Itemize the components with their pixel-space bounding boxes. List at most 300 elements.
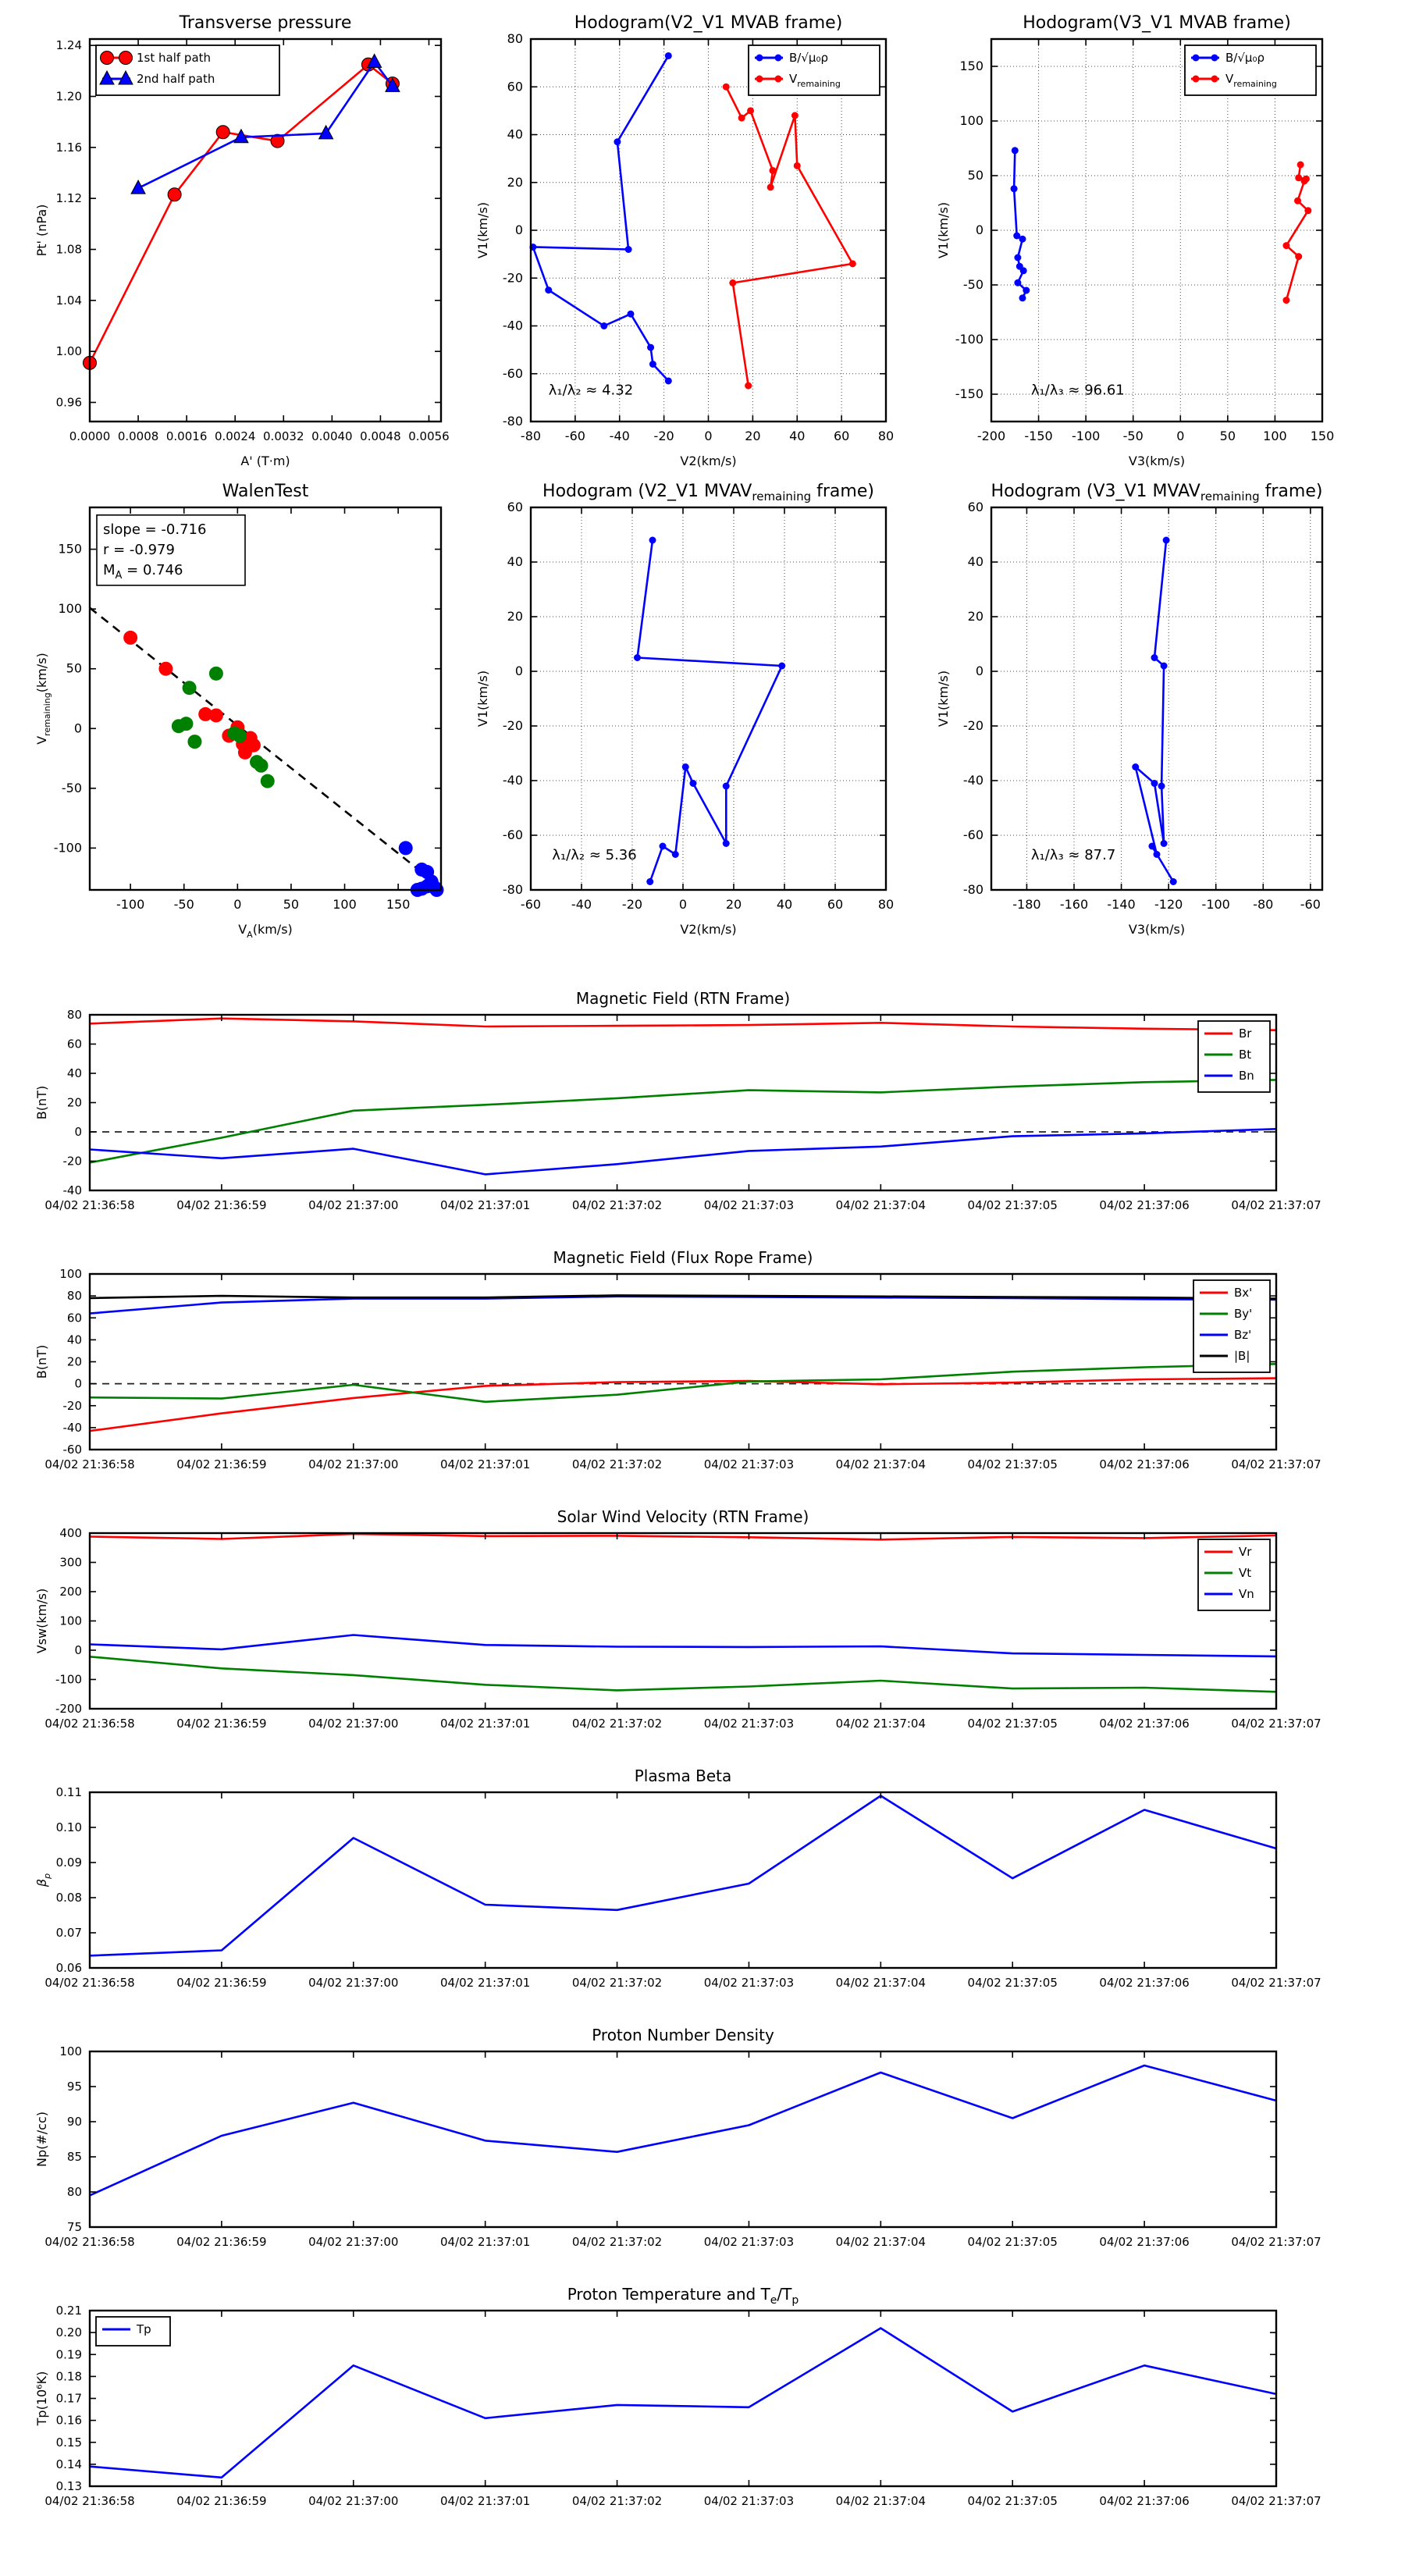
y-tick-label: 1.20 bbox=[55, 89, 82, 104]
x-tick-label: 04/02 21:37:05 bbox=[967, 1976, 1058, 1990]
series-scatter-blue bbox=[399, 841, 444, 897]
axis-ticks bbox=[531, 507, 886, 890]
chart-hodogram-v3v1-mvab bbox=[921, 4, 1338, 476]
x-tick-label: 0.0000 bbox=[69, 429, 111, 443]
x-tick-label: 60 bbox=[833, 429, 850, 443]
y-axis-label: V1(km/s) bbox=[936, 670, 951, 728]
legend-label: Bn bbox=[1239, 1069, 1254, 1083]
x-tick-label: 40 bbox=[776, 897, 793, 912]
x-tick-label: 04/02 21:37:04 bbox=[835, 1457, 927, 1471]
y-tick-label: 80 bbox=[66, 2185, 82, 2199]
x-tick-label: -200 bbox=[976, 429, 1006, 443]
chart-hodogram-v3v1-mvav bbox=[921, 472, 1338, 945]
legend-label: By' bbox=[1234, 1307, 1253, 1321]
y-tick-label: 50 bbox=[967, 168, 984, 183]
series-Bn bbox=[90, 1129, 1276, 1174]
y-tick-label: -100 bbox=[955, 332, 984, 347]
chart-title: Magnetic Field (Flux Rope Frame) bbox=[553, 1248, 813, 1267]
annotation: λ₁/λ₃ ≈ 87.7 bbox=[1030, 846, 1116, 863]
x-axis-label: $V_A(km/s)$ bbox=[238, 922, 293, 940]
axes-frame bbox=[90, 1533, 1276, 1709]
y-tick-label: 95 bbox=[66, 2080, 82, 2094]
x-tick-label: 04/02 21:36:58 bbox=[44, 1717, 135, 1731]
legend-label: $V_{remaining}$ bbox=[1225, 72, 1277, 89]
y-tick-label: -100 bbox=[53, 840, 82, 856]
legend bbox=[1198, 1021, 1270, 1092]
x-tick-label: 04/02 21:37:02 bbox=[571, 2494, 663, 2508]
y-tick-label: 1.00 bbox=[55, 344, 82, 359]
y-tick-label: 0.09 bbox=[55, 1856, 82, 1870]
y-tick-label: 0 bbox=[73, 720, 82, 736]
x-tick-label: 04/02 21:37:07 bbox=[1231, 1976, 1321, 1990]
y-tick-label: -200 bbox=[55, 1702, 82, 1716]
legend-label: $V_{remaining}$ bbox=[789, 72, 841, 89]
y-tick-label: 85 bbox=[66, 2150, 82, 2164]
x-tick-label: 04/02 21:37:00 bbox=[308, 2235, 399, 2249]
x-tick-label: 0.0048 bbox=[360, 429, 401, 443]
x-tick-label: 04/02 21:37:06 bbox=[1099, 1976, 1190, 1990]
axis-ticks bbox=[90, 2311, 1276, 2486]
x-tick-label: 0 bbox=[1176, 429, 1185, 443]
y-tick-label: 40 bbox=[967, 554, 984, 569]
y-tick-label: -60 bbox=[502, 365, 523, 381]
x-tick-label: -40 bbox=[609, 429, 630, 443]
legend-label: 1st half path bbox=[137, 51, 212, 65]
axis-ticks bbox=[90, 39, 441, 422]
x-tick-label: 04/02 21:37:05 bbox=[967, 2494, 1058, 2508]
axes-frame bbox=[90, 1792, 1276, 1968]
y-tick-label: 0 bbox=[514, 664, 523, 678]
y-tick-label: 400 bbox=[59, 1526, 82, 1540]
y-tick-label: -60 bbox=[962, 827, 984, 842]
y-axis-label: B(nT) bbox=[34, 1344, 49, 1379]
y-axis-label: Tp(10⁶K) bbox=[34, 2371, 49, 2426]
y-tick-label: 100 bbox=[59, 1267, 82, 1281]
x-tick-label: 80 bbox=[877, 429, 895, 443]
axes-frame bbox=[90, 2311, 1276, 2486]
y-tick-label: 0.15 bbox=[55, 2435, 82, 2450]
chart-title: Transverse pressure bbox=[179, 13, 352, 33]
y-tick-label: 0.06 bbox=[55, 1961, 82, 1975]
y-axis-label: $V_{remaining}(km/s)$ bbox=[34, 653, 52, 745]
x-tick-label: 04/02 21:37:01 bbox=[439, 1198, 531, 1212]
grid bbox=[991, 507, 1322, 890]
axes-frame bbox=[991, 507, 1322, 890]
y-tick-label: 0.17 bbox=[55, 2391, 82, 2406]
x-tick-label: 04/02 21:37:04 bbox=[835, 2235, 927, 2249]
y-tick-label: 0 bbox=[74, 1376, 82, 1391]
y-tick-label: 150 bbox=[959, 59, 984, 73]
y-tick-label: 300 bbox=[59, 1555, 82, 1570]
y-tick-label: -100 bbox=[55, 1672, 82, 1687]
x-tick-label: 0 bbox=[678, 897, 688, 912]
x-tick-label: 04/02 21:37:01 bbox=[439, 2235, 531, 2249]
y-tick-label: 20 bbox=[507, 609, 523, 624]
x-tick-label: -100 bbox=[116, 897, 145, 912]
y-axis-label: $\beta_p$ bbox=[34, 1873, 52, 1888]
x-tick-label: 0.0024 bbox=[214, 429, 256, 443]
legend-label: Bt bbox=[1239, 1048, 1252, 1062]
x-tick-label: 04/02 21:37:00 bbox=[308, 2494, 399, 2508]
y-tick-label: 80 bbox=[507, 31, 523, 46]
y-axis-label: Pt' (nPa) bbox=[34, 204, 49, 257]
chart-hodogram-v2v1-mvav bbox=[461, 472, 902, 945]
x-tick-label: 04/02 21:37:03 bbox=[703, 1457, 795, 1471]
x-tick-label: 04/02 21:36:59 bbox=[176, 1717, 267, 1731]
x-tick-label: 04/02 21:37:02 bbox=[571, 1976, 663, 1990]
y-tick-label: -20 bbox=[62, 1398, 82, 1413]
chart-title: Hodogram(V2_V1 MVAB frame) bbox=[574, 13, 843, 33]
x-axis-label: A' (T·m) bbox=[240, 454, 290, 468]
chart-transverse-pressure bbox=[20, 4, 457, 476]
chart-walen-test bbox=[20, 472, 457, 945]
series-Vt bbox=[90, 1656, 1276, 1692]
x-tick-label: 0.0056 bbox=[408, 429, 450, 443]
chart-proton-number-density bbox=[20, 2016, 1321, 2282]
y-tick-label: 0 bbox=[74, 1125, 82, 1139]
x-tick-label: 04/02 21:37:00 bbox=[308, 1198, 399, 1212]
y-tick-label: 0.10 bbox=[55, 1820, 82, 1834]
x-tick-label: 04/02 21:37:02 bbox=[571, 1457, 663, 1471]
y-tick-label: 0.96 bbox=[55, 395, 82, 410]
x-tick-label: -120 bbox=[1154, 897, 1183, 912]
y-tick-label: 0 bbox=[514, 222, 523, 237]
y-tick-label: 0.16 bbox=[55, 2413, 82, 2428]
x-tick-label: -60 bbox=[1300, 897, 1321, 912]
annotation: λ₁/λ₂ ≈ 4.32 bbox=[548, 382, 634, 399]
x-tick-label: 04/02 21:36:58 bbox=[44, 2235, 135, 2249]
chart-solar-wind-velocity bbox=[20, 1498, 1321, 1763]
y-tick-label: 100 bbox=[959, 113, 984, 128]
x-tick-label: 04/02 21:36:58 bbox=[44, 1976, 135, 1990]
x-tick-label: 04/02 21:37:04 bbox=[835, 2494, 927, 2508]
x-tick-label: 04/02 21:37:06 bbox=[1099, 1198, 1190, 1212]
legend-label: Vn bbox=[1239, 1587, 1254, 1601]
series-B-alfven bbox=[529, 52, 671, 385]
series-Vr bbox=[90, 1534, 1276, 1539]
series-Tp bbox=[90, 2329, 1276, 2478]
x-tick-label: -80 bbox=[520, 429, 542, 443]
x-tick-label: 60 bbox=[827, 897, 844, 912]
y-tick-label: 60 bbox=[507, 500, 523, 514]
x-tick-label: 0.0008 bbox=[117, 429, 159, 443]
legend bbox=[1185, 45, 1316, 95]
x-tick-label: 04/02 21:37:01 bbox=[439, 2494, 531, 2508]
series-scatter-green bbox=[172, 667, 275, 788]
y-tick-label: -60 bbox=[502, 827, 523, 842]
y-tick-label: 40 bbox=[66, 1066, 82, 1080]
y-tick-label: 1.24 bbox=[55, 38, 82, 53]
chart-title: Hodogram (V3_V1 $MVAV_{remaining}$ frame) bbox=[991, 482, 1323, 503]
x-tick-label: 0 bbox=[704, 429, 713, 443]
y-tick-label: -40 bbox=[62, 1183, 82, 1197]
y-tick-label: -40 bbox=[62, 1420, 82, 1435]
grid bbox=[531, 507, 886, 890]
y-axis-label: V1(km/s) bbox=[936, 201, 951, 259]
axes-frame bbox=[90, 39, 441, 422]
x-tick-label: 04/02 21:36:58 bbox=[44, 2494, 135, 2508]
axis-ticks bbox=[90, 1533, 1276, 1709]
x-tick-label: 04/02 21:37:05 bbox=[967, 1717, 1058, 1731]
chart-title: Hodogram (V2_V1 $MVAV_{remaining}$ frame) bbox=[542, 482, 874, 503]
y-tick-label: 80 bbox=[66, 1008, 82, 1022]
series-1st-half-path bbox=[84, 58, 400, 369]
x-axis-label: V2(km/s) bbox=[680, 454, 737, 468]
series-Bt bbox=[90, 1080, 1276, 1162]
y-tick-label: 0.21 bbox=[55, 2304, 82, 2318]
y-tick-label: 0.13 bbox=[55, 2479, 82, 2493]
chart-title: Proton Number Density bbox=[592, 2026, 774, 2044]
x-tick-label: 04/02 21:37:03 bbox=[703, 1198, 795, 1212]
y-tick-label: 1.16 bbox=[55, 140, 82, 155]
chart-title: Magnetic Field (RTN Frame) bbox=[575, 989, 791, 1008]
y-tick-label: 20 bbox=[66, 1354, 82, 1369]
y-tick-label: -80 bbox=[502, 414, 523, 429]
x-tick-label: 04/02 21:37:06 bbox=[1099, 1457, 1190, 1471]
y-tick-label: 1.04 bbox=[55, 293, 82, 308]
x-tick-label: -60 bbox=[520, 897, 542, 912]
x-tick-label: 04/02 21:37:03 bbox=[703, 2235, 795, 2249]
y-tick-label: -80 bbox=[962, 882, 984, 897]
legend bbox=[96, 2317, 170, 2346]
x-tick-label: -140 bbox=[1107, 897, 1136, 912]
legend-label: Tp bbox=[137, 2322, 151, 2336]
legend bbox=[96, 45, 279, 95]
x-tick-label: -180 bbox=[1012, 897, 1041, 912]
y-tick-label: -20 bbox=[962, 718, 984, 733]
y-tick-label: 20 bbox=[66, 1095, 82, 1110]
y-tick-label: -80 bbox=[502, 882, 523, 897]
chart-plasma-beta bbox=[20, 1757, 1321, 2023]
x-tick-label: -100 bbox=[1071, 429, 1101, 443]
y-tick-label: 60 bbox=[66, 1311, 82, 1325]
series-V-remaining bbox=[1282, 162, 1311, 304]
y-tick-label: 0.08 bbox=[55, 1891, 82, 1905]
y-tick-label: -60 bbox=[62, 1443, 82, 1457]
x-tick-label: 50 bbox=[1219, 429, 1236, 443]
series-Br bbox=[90, 1019, 1276, 1030]
x-tick-label: 04/02 21:37:03 bbox=[703, 2494, 795, 2508]
y-tick-label: 40 bbox=[507, 554, 523, 569]
x-tick-label: 04/02 21:37:04 bbox=[835, 1198, 927, 1212]
y-tick-label: -20 bbox=[502, 270, 523, 286]
x-tick-label: -20 bbox=[653, 429, 674, 443]
x-tick-label: 04/02 21:37:07 bbox=[1231, 2494, 1321, 2508]
y-tick-label: 100 bbox=[59, 1614, 82, 1628]
axis-ticks bbox=[991, 507, 1322, 890]
legend-label: Vt bbox=[1239, 1566, 1252, 1580]
x-tick-label: 04/02 21:37:00 bbox=[308, 1717, 399, 1731]
x-tick-label: 40 bbox=[789, 429, 806, 443]
chart-mag-field-rtn bbox=[20, 980, 1321, 1245]
y-tick-label: -40 bbox=[962, 773, 984, 788]
y-tick-label: 0 bbox=[975, 222, 984, 237]
x-tick-label: 04/02 21:37:05 bbox=[967, 2235, 1058, 2249]
y-tick-label: -20 bbox=[62, 1154, 82, 1169]
y-tick-label: 60 bbox=[967, 500, 984, 514]
legend-label: B/√μ₀ρ bbox=[1225, 51, 1264, 65]
y-tick-label: 0.14 bbox=[55, 2457, 82, 2471]
x-axis-label: V3(km/s) bbox=[1128, 922, 1186, 937]
series-fit-line bbox=[90, 608, 441, 888]
y-tick-label: 60 bbox=[507, 79, 523, 94]
axis-ticks bbox=[90, 1015, 1276, 1190]
y-tick-label: 20 bbox=[507, 174, 523, 190]
x-tick-label: 04/02 21:36:59 bbox=[176, 1198, 267, 1212]
chart-proton-temperature bbox=[20, 2275, 1321, 2541]
chart-title: Plasma Beta bbox=[634, 1767, 732, 1785]
series-Np bbox=[90, 2065, 1276, 2196]
x-tick-label: 04/02 21:37:07 bbox=[1231, 1457, 1321, 1471]
y-tick-label: -50 bbox=[61, 780, 82, 795]
legend bbox=[749, 45, 880, 95]
x-tick-label: 04/02 21:37:06 bbox=[1099, 1717, 1190, 1731]
legend-label: Bx' bbox=[1234, 1286, 1253, 1300]
x-tick-label: 04/02 21:37:07 bbox=[1231, 1717, 1321, 1731]
info-box-line: slope = -0.716 bbox=[103, 521, 207, 538]
x-tick-label: 04/02 21:36:58 bbox=[44, 1457, 135, 1471]
y-tick-label: 40 bbox=[507, 126, 523, 142]
chart-title: Hodogram(V3_V1 MVAB frame) bbox=[1023, 13, 1291, 33]
x-tick-label: 04/02 21:37:06 bbox=[1099, 2494, 1190, 2508]
x-tick-label: 04/02 21:37:07 bbox=[1231, 1198, 1321, 1212]
info-box-line: r = -0.979 bbox=[103, 541, 175, 558]
y-tick-label: -50 bbox=[962, 277, 984, 292]
x-tick-label: 04/02 21:37:02 bbox=[571, 1198, 663, 1212]
y-axis-label: Np(#/cc) bbox=[34, 2112, 49, 2167]
x-tick-label: 04/02 21:36:59 bbox=[176, 2235, 267, 2249]
y-tick-label: 40 bbox=[66, 1332, 82, 1347]
chart-title: WalenTest bbox=[222, 482, 309, 501]
legend-label: 2nd half path bbox=[137, 72, 215, 86]
y-axis-label: V1(km/s) bbox=[475, 670, 490, 728]
series-Vn bbox=[90, 1635, 1276, 1656]
series-Bz-prime bbox=[90, 1297, 1276, 1314]
series-V-hodogram bbox=[1132, 537, 1176, 886]
y-tick-label: 75 bbox=[66, 2220, 82, 2234]
series-By-prime bbox=[90, 1364, 1276, 1402]
y-axis-label: B(nT) bbox=[34, 1085, 49, 1120]
chart-title: Proton Temperature and $T_e/T_p$ bbox=[567, 2285, 799, 2307]
y-tick-label: -20 bbox=[502, 718, 523, 733]
y-tick-label: 1.12 bbox=[55, 191, 82, 206]
y-tick-label: 100 bbox=[59, 2044, 82, 2058]
x-tick-label: 0 bbox=[233, 897, 242, 912]
series-B-alfven bbox=[1011, 147, 1030, 301]
y-tick-label: 20 bbox=[967, 609, 984, 624]
axes-frame bbox=[90, 1015, 1276, 1190]
x-tick-label: 04/02 21:37:03 bbox=[703, 1976, 795, 1990]
axis-ticks bbox=[90, 1792, 1276, 1968]
y-tick-label: 0.19 bbox=[55, 2347, 82, 2362]
y-tick-label: 60 bbox=[66, 1037, 82, 1051]
legend-label: |B| bbox=[1234, 1349, 1250, 1363]
y-axis-label: Vsw(km/s) bbox=[34, 1588, 49, 1654]
series-beta-p bbox=[90, 1796, 1276, 1956]
legend bbox=[1193, 1280, 1270, 1372]
chart-title: Solar Wind Velocity (RTN Frame) bbox=[557, 1507, 809, 1526]
x-tick-label: 04/02 21:36:59 bbox=[176, 1976, 267, 1990]
x-tick-label: 150 bbox=[1310, 429, 1335, 443]
x-tick-label: 0.0032 bbox=[263, 429, 304, 443]
x-tick-label: -150 bbox=[1024, 429, 1053, 443]
x-tick-label: 50 bbox=[283, 897, 300, 912]
x-tick-label: 04/02 21:37:02 bbox=[571, 2235, 663, 2249]
x-tick-label: -40 bbox=[571, 897, 592, 912]
y-tick-label: -40 bbox=[502, 318, 523, 333]
grid bbox=[991, 39, 1322, 422]
x-tick-label: 100 bbox=[333, 897, 357, 912]
x-tick-label: -160 bbox=[1059, 897, 1089, 912]
annotation: λ₁/λ₃ ≈ 96.61 bbox=[1030, 382, 1125, 399]
legend-label: Bz' bbox=[1234, 1328, 1252, 1342]
x-tick-label: 04/02 21:37:06 bbox=[1099, 2235, 1190, 2249]
series-Bx-prime bbox=[90, 1379, 1276, 1432]
y-tick-label: 0.11 bbox=[55, 1785, 82, 1799]
x-tick-label: -20 bbox=[621, 897, 643, 912]
x-tick-label: 04/02 21:37:00 bbox=[308, 1457, 399, 1471]
x-tick-label: -100 bbox=[1201, 897, 1230, 912]
y-axis-label: V1(km/s) bbox=[475, 201, 490, 259]
x-tick-label: 04/02 21:37:03 bbox=[703, 1717, 795, 1731]
x-tick-label: 04/02 21:36:59 bbox=[176, 1457, 267, 1471]
x-tick-label: 04/02 21:37:01 bbox=[439, 1457, 531, 1471]
x-tick-label: 0.0016 bbox=[165, 429, 208, 443]
x-tick-label: 04/02 21:36:59 bbox=[176, 2494, 267, 2508]
axes-frame bbox=[531, 507, 886, 890]
y-tick-label: 0 bbox=[975, 664, 984, 678]
x-tick-label: 04/02 21:37:02 bbox=[571, 1717, 663, 1731]
x-axis-label: V2(km/s) bbox=[680, 922, 737, 937]
x-tick-label: -50 bbox=[1122, 429, 1144, 443]
info-box-line: $M_A = 0.746$ bbox=[103, 561, 183, 582]
x-axis-label: V3(km/s) bbox=[1128, 454, 1186, 468]
series-V-hodogram bbox=[634, 537, 785, 886]
y-tick-label: 0.20 bbox=[55, 2325, 82, 2340]
x-tick-label: 80 bbox=[877, 897, 895, 912]
x-tick-label: 04/02 21:37:01 bbox=[439, 1717, 531, 1731]
legend-label: Vr bbox=[1239, 1545, 1252, 1559]
x-tick-label: 04/02 21:37:04 bbox=[835, 1717, 927, 1731]
legend-label: Br bbox=[1239, 1026, 1252, 1041]
x-tick-label: -50 bbox=[173, 897, 194, 912]
x-tick-label: 04/02 21:36:58 bbox=[44, 1198, 135, 1212]
x-tick-label: 04/02 21:37:00 bbox=[308, 1976, 399, 1990]
y-tick-label: 150 bbox=[58, 541, 82, 557]
y-tick-label: 100 bbox=[58, 601, 82, 617]
chart-mag-field-flux-rope bbox=[20, 1239, 1321, 1504]
x-tick-label: 0.0040 bbox=[311, 429, 353, 443]
legend-label: B/√μ₀ρ bbox=[789, 51, 828, 65]
chart-hodogram-v2v1-mvab bbox=[461, 4, 902, 476]
x-tick-label: 04/02 21:37:01 bbox=[439, 1976, 531, 1990]
y-tick-label: 80 bbox=[66, 1289, 82, 1304]
x-tick-label: 04/02 21:37:07 bbox=[1231, 2235, 1321, 2249]
y-tick-label: 90 bbox=[66, 2115, 82, 2129]
x-tick-label: 04/02 21:37:05 bbox=[967, 1457, 1058, 1471]
x-tick-label: 100 bbox=[1263, 429, 1287, 443]
x-tick-label: 20 bbox=[725, 897, 742, 912]
annotation: λ₁/λ₂ ≈ 5.36 bbox=[552, 846, 637, 863]
y-tick-label: 1.08 bbox=[55, 242, 82, 257]
x-tick-label: 20 bbox=[745, 429, 761, 443]
legend bbox=[1198, 1539, 1270, 1610]
x-tick-label: 04/02 21:37:04 bbox=[835, 1976, 927, 1990]
y-tick-label: -150 bbox=[955, 386, 984, 401]
y-tick-label: -40 bbox=[502, 773, 523, 788]
x-tick-label: 04/02 21:37:05 bbox=[967, 1198, 1058, 1212]
y-tick-label: 50 bbox=[66, 660, 82, 676]
